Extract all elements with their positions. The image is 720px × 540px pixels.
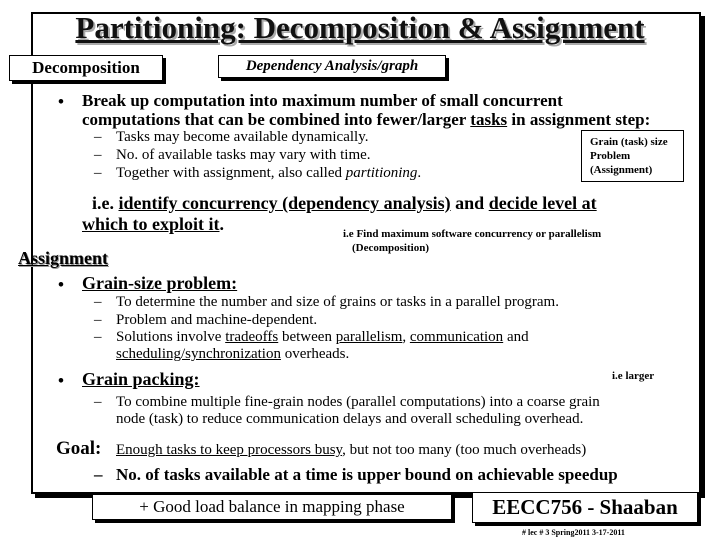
slide-title: Partitioning: Decomposition & Assignment — [75, 10, 645, 45]
goal-label: Goal: — [56, 438, 102, 459]
ie-identify-line2: which to exploit it. — [82, 214, 224, 234]
slide-footer: # lec # 3 Spring2011 3-17-2011 — [522, 528, 625, 537]
grain-size-sub-2: – Problem and machine-dependent. — [94, 312, 318, 328]
decomp-bullet-line1: Break up computation into maximum number of small concurrent — [82, 91, 563, 110]
decomp-sub-3: – Together with assignment, also called partitioning. — [94, 165, 422, 181]
dependency-analysis-label: Dependency Analysis/graph — [218, 55, 446, 78]
goal-sub: – No. of tasks available at a time is upper bound on achievable speedup — [94, 465, 618, 484]
ie-identify-line1: i.e. identify concurrency (dependency analysis) and decide level at — [92, 193, 597, 213]
grain-size-sub-1: – To determine the number and size of grains or tasks in a parallel program. — [94, 294, 559, 310]
grain-size-sub-3: – Solutions involve tradeoffs between parallelism, communication and — [94, 329, 529, 345]
decomp-sub-1: – Tasks may become available dynamically. — [94, 129, 369, 145]
grain-size-sub-3-cont: scheduling/synchronization overheads. — [116, 346, 350, 362]
ie-note-line2: (Decomposition) — [352, 242, 429, 254]
bullet-icon: • — [58, 275, 64, 294]
grain-packing-sub-1-cont: node (task) to reduce communication delays and overall scheduling overhead. — [116, 411, 584, 427]
goal-text: Enough tasks to keep processors busy, but not too many (too much overheads) — [116, 442, 587, 458]
decomp-sub-2: – No. of available tasks may vary with time. — [94, 147, 371, 163]
ie-note-line1: i.e Find maximum software concurrency or parallelism — [343, 228, 602, 240]
bullet-icon: • — [58, 92, 64, 111]
bullet-icon: • — [58, 371, 64, 390]
grain-packing-sub-1: – To combine multiple fine-grain nodes (parallel computations) into a coarse grain — [94, 394, 600, 410]
grain-packing-note: i.e larger — [612, 370, 655, 382]
grain-size-heading: Grain-size problem: — [82, 273, 238, 293]
decomp-bullet-line2: computations that can be combined into fewer/larger tasks in assignment step: — [82, 110, 651, 129]
load-balance-box: + Good load balance in mapping phase — [92, 494, 452, 520]
grain-size-box: Grain (task) size Problem (Assignment) — [581, 130, 684, 182]
assignment-label: Assignment — [18, 248, 109, 268]
grain-packing-heading: Grain packing: — [82, 369, 200, 389]
course-label: EECC756 - Shaaban — [472, 492, 698, 523]
decomposition-label: Decomposition — [9, 55, 163, 81]
